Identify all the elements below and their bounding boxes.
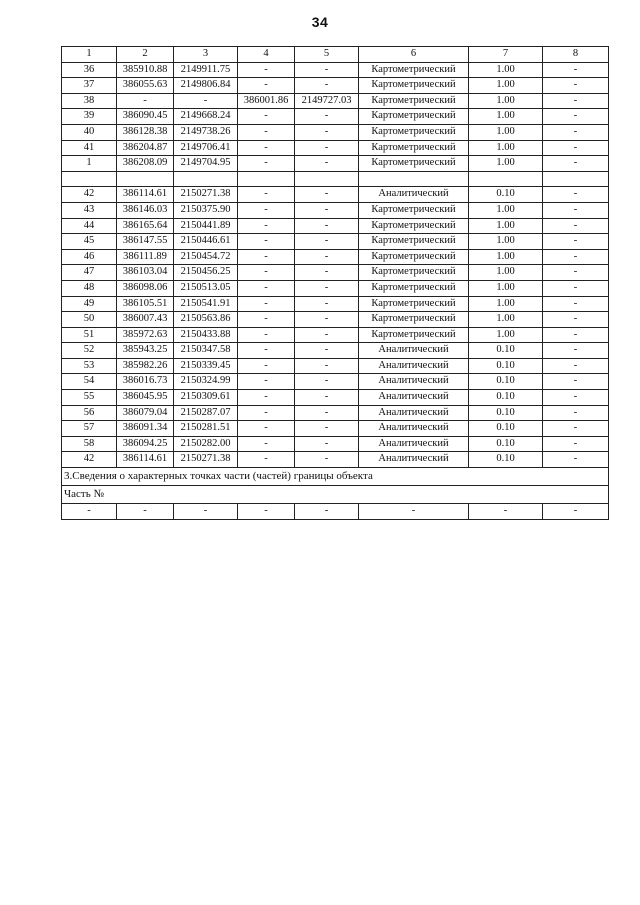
cell-existing-y: 2150324.99	[174, 374, 238, 390]
cell-description: -	[543, 265, 609, 281]
cell-determination-method: Аналитический	[359, 358, 469, 374]
cell-new-x: -	[238, 504, 295, 520]
cell-determination-method: Картометрический	[359, 265, 469, 281]
cell-point-number: 42	[62, 187, 117, 203]
cell-existing-x: 386114.61	[117, 187, 174, 203]
cell-new-x: 386001.86	[238, 93, 295, 109]
cell-new-x: -	[238, 436, 295, 452]
cell-existing-y: 2150347.58	[174, 343, 238, 359]
cell-existing-y: 2149806.84	[174, 78, 238, 94]
part-label: Часть №	[62, 486, 609, 504]
cell-accuracy: 1.00	[469, 78, 543, 94]
cell-existing-x: 386204.87	[117, 140, 174, 156]
cell-determination-method: Картометрический	[359, 296, 469, 312]
cell-existing-y: 2149668.24	[174, 109, 238, 125]
cell-new-x: -	[238, 109, 295, 125]
cell-accuracy: 0.10	[469, 421, 543, 437]
column-number: 8	[543, 47, 609, 63]
cell-accuracy: 1.00	[469, 109, 543, 125]
cell-existing-x: 386147.55	[117, 234, 174, 250]
cell-point-number: 42	[62, 452, 117, 468]
cell-determination-method: Картометрический	[359, 140, 469, 156]
table-row	[62, 343, 609, 359]
cell-accuracy: 1.00	[469, 327, 543, 343]
table-row	[62, 109, 609, 125]
cell-new-y: -	[295, 421, 359, 437]
table-row	[62, 312, 609, 328]
table-row	[62, 280, 609, 296]
cell-existing-y: 2150541.91	[174, 296, 238, 312]
cell-description: -	[543, 202, 609, 218]
table-row	[62, 249, 609, 265]
cell-existing-x: 385982.26	[117, 358, 174, 374]
table-row	[62, 124, 609, 140]
cell-new-x: -	[238, 421, 295, 437]
column-number: 5	[295, 47, 359, 63]
cell-accuracy: 1.00	[469, 124, 543, 140]
cell-description: -	[543, 140, 609, 156]
cell-new-y: -	[295, 504, 359, 520]
column-number: 6	[359, 47, 469, 63]
cell-existing-y: 2150563.86	[174, 312, 238, 328]
cell-accuracy: 1.00	[469, 202, 543, 218]
cell-description: -	[543, 452, 609, 468]
cell-existing-x: 386007.43	[117, 312, 174, 328]
cell-existing-x: 385910.88	[117, 62, 174, 78]
section-title-row	[62, 468, 609, 486]
cell-accuracy: 0.10	[469, 343, 543, 359]
cell-determination-method: Аналитический	[359, 452, 469, 468]
section-title: 3.Сведения о характерных точках части (частей) границы объекта	[62, 468, 609, 486]
cell-point-number: 52	[62, 343, 117, 359]
cell-description: -	[543, 312, 609, 328]
cell-new-y: -	[295, 156, 359, 172]
table-row	[62, 436, 609, 452]
cell-existing-y: -	[174, 504, 238, 520]
cell-existing-y: 2150513.05	[174, 280, 238, 296]
cell-new-y: -	[295, 436, 359, 452]
cell-point-number: 39	[62, 109, 117, 125]
cell-description: -	[543, 124, 609, 140]
cell-accuracy: 0.10	[469, 358, 543, 374]
cell-description: -	[543, 187, 609, 203]
cell-accuracy: -	[469, 504, 543, 520]
cell-new-x: -	[238, 374, 295, 390]
cell-description	[543, 171, 609, 187]
cell-point-number: 58	[62, 436, 117, 452]
cell-description: -	[543, 280, 609, 296]
table-row	[62, 156, 609, 172]
table-row	[62, 140, 609, 156]
cell-new-y: -	[295, 312, 359, 328]
cell-accuracy: 1.00	[469, 312, 543, 328]
cell-accuracy: 1.00	[469, 218, 543, 234]
cell-description: -	[543, 234, 609, 250]
cell-existing-x: 386146.03	[117, 202, 174, 218]
cell-description: -	[543, 327, 609, 343]
cell-point-number: 49	[62, 296, 117, 312]
cell-determination-method: Картометрический	[359, 109, 469, 125]
cell-new-x: -	[238, 452, 295, 468]
cell-existing-x: 386094.25	[117, 436, 174, 452]
cell-determination-method: Картометрический	[359, 312, 469, 328]
cell-existing-x: 386016.73	[117, 374, 174, 390]
cell-existing-x: 386090.45	[117, 109, 174, 125]
cell-new-x: -	[238, 390, 295, 406]
column-number: 7	[469, 47, 543, 63]
cell-determination-method: Аналитический	[359, 405, 469, 421]
cell-existing-x: 386165.64	[117, 218, 174, 234]
cell-determination-method: Картометрический	[359, 249, 469, 265]
cell-accuracy: 1.00	[469, 265, 543, 281]
cell-existing-x: 386105.51	[117, 296, 174, 312]
cell-existing-y: 2150446.61	[174, 234, 238, 250]
table-row	[62, 452, 609, 468]
cell-new-x: -	[238, 78, 295, 94]
cell-description: -	[543, 504, 609, 520]
cell-new-y: -	[295, 343, 359, 359]
table-row	[62, 296, 609, 312]
cell-existing-y: 2150281.51	[174, 421, 238, 437]
cell-new-x: -	[238, 358, 295, 374]
cell-new-x: -	[238, 312, 295, 328]
cell-point-number: 48	[62, 280, 117, 296]
cell-existing-x	[117, 171, 174, 187]
cell-new-y: -	[295, 296, 359, 312]
cell-description: -	[543, 296, 609, 312]
cell-existing-y: 2150375.90	[174, 202, 238, 218]
cell-new-x	[238, 171, 295, 187]
cell-description: -	[543, 249, 609, 265]
cell-determination-method: Картометрический	[359, 218, 469, 234]
table-row	[62, 93, 609, 109]
cell-new-y: -	[295, 140, 359, 156]
cell-determination-method: -	[359, 504, 469, 520]
cell-accuracy: 1.00	[469, 234, 543, 250]
cell-description: -	[543, 109, 609, 125]
cell-existing-x: 386128.38	[117, 124, 174, 140]
cell-determination-method: Картометрический	[359, 234, 469, 250]
cell-new-y: -	[295, 234, 359, 250]
column-number: 1	[62, 47, 117, 63]
column-number: 4	[238, 47, 295, 63]
cell-determination-method: Аналитический	[359, 343, 469, 359]
cell-new-x: -	[238, 218, 295, 234]
cell-new-y	[295, 171, 359, 187]
cell-new-y: -	[295, 218, 359, 234]
cell-new-y: -	[295, 265, 359, 281]
cell-accuracy: 1.00	[469, 280, 543, 296]
table-row	[62, 374, 609, 390]
cell-existing-y: 2150287.07	[174, 405, 238, 421]
cell-existing-y: 2150282.00	[174, 436, 238, 452]
cell-new-x: -	[238, 296, 295, 312]
cell-existing-y: 2149704.95	[174, 156, 238, 172]
cell-determination-method	[359, 171, 469, 187]
table-row	[62, 265, 609, 281]
table-row	[62, 62, 609, 78]
table-row	[62, 78, 609, 94]
table-body	[62, 47, 609, 520]
cell-point-number: 57	[62, 421, 117, 437]
cell-point-number: 55	[62, 390, 117, 406]
table-row	[62, 171, 609, 187]
cell-accuracy: 0.10	[469, 452, 543, 468]
cell-new-x: -	[238, 280, 295, 296]
cell-new-x: -	[238, 156, 295, 172]
cell-new-y: -	[295, 405, 359, 421]
cell-existing-y: 2150271.38	[174, 452, 238, 468]
cell-point-number: 40	[62, 124, 117, 140]
cell-existing-y: 2150454.72	[174, 249, 238, 265]
cell-existing-y: 2149911.75	[174, 62, 238, 78]
cell-existing-y: 2150433.88	[174, 327, 238, 343]
cell-point-number: 46	[62, 249, 117, 265]
cell-determination-method: Картометрический	[359, 327, 469, 343]
boundary-points-table	[61, 46, 609, 520]
column-number: 2	[117, 47, 174, 63]
cell-point-number: 45	[62, 234, 117, 250]
cell-new-x: -	[238, 249, 295, 265]
cell-new-y: -	[295, 62, 359, 78]
cell-accuracy	[469, 171, 543, 187]
table-row	[62, 202, 609, 218]
table-row	[62, 187, 609, 203]
cell-existing-y	[174, 171, 238, 187]
cell-existing-y: 2149706.41	[174, 140, 238, 156]
cell-point-number: 44	[62, 218, 117, 234]
cell-determination-method: Аналитический	[359, 374, 469, 390]
cell-point-number: 47	[62, 265, 117, 281]
cell-description: -	[543, 218, 609, 234]
cell-new-x: -	[238, 234, 295, 250]
cell-new-y: 2149727.03	[295, 93, 359, 109]
cell-new-x: -	[238, 265, 295, 281]
cell-determination-method: Картометрический	[359, 93, 469, 109]
cell-determination-method: Картометрический	[359, 62, 469, 78]
cell-new-x: -	[238, 62, 295, 78]
cell-existing-x: 386045.95	[117, 390, 174, 406]
cell-determination-method: Аналитический	[359, 187, 469, 203]
cell-existing-x: -	[117, 93, 174, 109]
cell-new-y: -	[295, 374, 359, 390]
cell-determination-method: Картометрический	[359, 202, 469, 218]
cell-existing-x: -	[117, 504, 174, 520]
cell-existing-x: 386079.04	[117, 405, 174, 421]
cell-description: -	[543, 421, 609, 437]
cell-point-number: 1	[62, 156, 117, 172]
cell-existing-y: 2150271.38	[174, 187, 238, 203]
cell-new-y: -	[295, 109, 359, 125]
cell-new-x: -	[238, 140, 295, 156]
cell-determination-method: Аналитический	[359, 436, 469, 452]
cell-existing-y: 2150456.25	[174, 265, 238, 281]
cell-existing-y: 2150309.61	[174, 390, 238, 406]
cell-existing-y: 2149738.26	[174, 124, 238, 140]
cell-new-x: -	[238, 187, 295, 203]
cell-new-y: -	[295, 78, 359, 94]
cell-existing-x: 386091.34	[117, 421, 174, 437]
cell-description: -	[543, 374, 609, 390]
cell-new-y: -	[295, 390, 359, 406]
cell-new-x: -	[238, 405, 295, 421]
table-row	[62, 405, 609, 421]
cell-existing-y: 2150441.89	[174, 218, 238, 234]
cell-accuracy: 1.00	[469, 156, 543, 172]
column-number-row	[62, 47, 609, 63]
cell-description: -	[543, 390, 609, 406]
table-row	[62, 390, 609, 406]
cell-point-number	[62, 171, 117, 187]
cell-accuracy: 0.10	[469, 187, 543, 203]
cell-new-x: -	[238, 343, 295, 359]
cell-existing-y: -	[174, 93, 238, 109]
part-points-row	[62, 504, 609, 520]
cell-existing-x: 386114.61	[117, 452, 174, 468]
cell-new-y: -	[295, 124, 359, 140]
cell-existing-x: 386111.89	[117, 249, 174, 265]
table-row	[62, 327, 609, 343]
cell-accuracy: 0.10	[469, 405, 543, 421]
cell-accuracy: 0.10	[469, 374, 543, 390]
cell-description: -	[543, 358, 609, 374]
cell-accuracy: 0.10	[469, 390, 543, 406]
cell-existing-x: 385972.63	[117, 327, 174, 343]
cell-determination-method: Картометрический	[359, 78, 469, 94]
cell-accuracy: 1.00	[469, 62, 543, 78]
cell-point-number: 54	[62, 374, 117, 390]
cell-description: -	[543, 405, 609, 421]
cell-new-y: -	[295, 452, 359, 468]
cell-point-number: 36	[62, 62, 117, 78]
cell-new-x: -	[238, 327, 295, 343]
cell-new-y: -	[295, 249, 359, 265]
cell-point-number: 43	[62, 202, 117, 218]
cell-new-y: -	[295, 327, 359, 343]
cell-new-x: -	[238, 202, 295, 218]
cell-determination-method: Картометрический	[359, 280, 469, 296]
cell-determination-method: Картометрический	[359, 124, 469, 140]
cell-point-number: 51	[62, 327, 117, 343]
cell-description: -	[543, 436, 609, 452]
cell-new-y: -	[295, 187, 359, 203]
cell-determination-method: Картометрический	[359, 156, 469, 172]
column-number: 3	[174, 47, 238, 63]
table-row	[62, 358, 609, 374]
cell-description: -	[543, 343, 609, 359]
cell-point-number: -	[62, 504, 117, 520]
cell-description: -	[543, 62, 609, 78]
cell-point-number: 50	[62, 312, 117, 328]
cell-point-number: 41	[62, 140, 117, 156]
cell-description: -	[543, 156, 609, 172]
cell-accuracy: 1.00	[469, 296, 543, 312]
cell-existing-y: 2150339.45	[174, 358, 238, 374]
cell-new-y: -	[295, 358, 359, 374]
cell-existing-x: 386208.09	[117, 156, 174, 172]
cell-new-y: -	[295, 202, 359, 218]
cell-description: -	[543, 78, 609, 94]
table-row	[62, 218, 609, 234]
cell-accuracy: 1.00	[469, 93, 543, 109]
cell-determination-method: Аналитический	[359, 421, 469, 437]
cell-existing-x: 386098.06	[117, 280, 174, 296]
cell-existing-x: 385943.25	[117, 343, 174, 359]
table-row	[62, 234, 609, 250]
table-row	[62, 421, 609, 437]
cell-accuracy: 0.10	[469, 436, 543, 452]
cell-accuracy: 1.00	[469, 249, 543, 265]
cell-accuracy: 1.00	[469, 140, 543, 156]
cell-point-number: 53	[62, 358, 117, 374]
cell-existing-x: 386055.63	[117, 78, 174, 94]
cell-point-number: 38	[62, 93, 117, 109]
cell-point-number: 56	[62, 405, 117, 421]
cell-description: -	[543, 93, 609, 109]
cell-new-y: -	[295, 280, 359, 296]
cell-determination-method: Аналитический	[359, 390, 469, 406]
part-label-row	[62, 486, 609, 504]
page-number: 34	[311, 14, 329, 30]
cell-existing-x: 386103.04	[117, 265, 174, 281]
cell-new-x: -	[238, 124, 295, 140]
cell-point-number: 37	[62, 78, 117, 94]
